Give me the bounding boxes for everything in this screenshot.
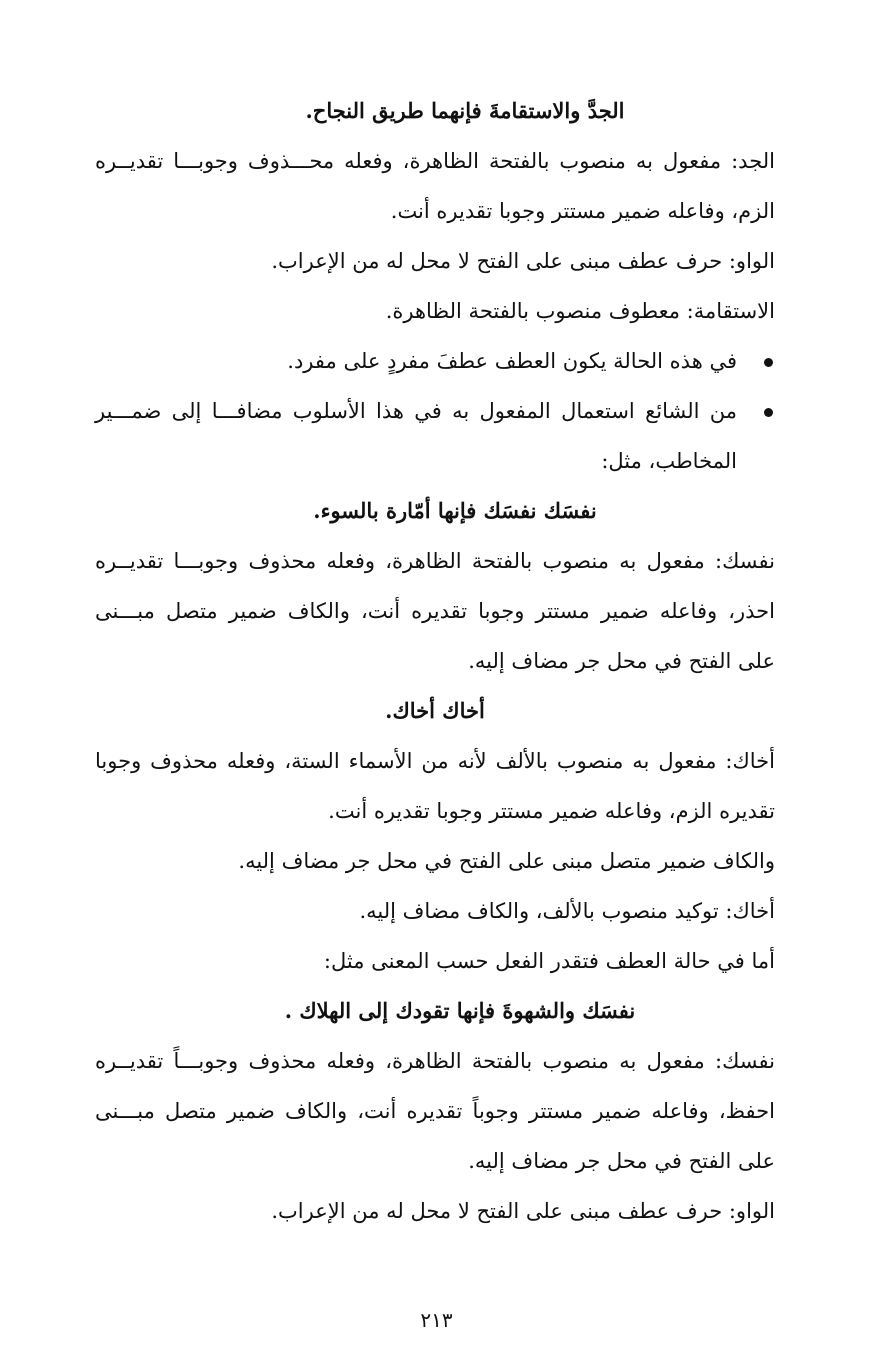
bullet-item [95, 336, 775, 386]
example-heading-3: أخاك أخاك. [385, 698, 485, 723]
text-line: على الفتح في محل جر مضاف إليه. [468, 1149, 775, 1173]
text-line: الزم، وفاعله ضمير مستتر وجوبا تقديره أنت. [390, 199, 775, 223]
text-line: والكاف ضمير متصل مبنى على الفتح في محل جر مضاف إليه. [238, 849, 775, 873]
bullet-item [95, 386, 775, 436]
text-line: نفسك: مفعول به منصوب بالفتحة الظاهرة، وفعله محذوف وجوبـــا تقديــره [95, 549, 775, 573]
text-line: احفظ، وفاعله ضمير مستتر وجوباً تقديره أنت، والكاف ضمير متصل مبـــنى [95, 1099, 775, 1123]
text-line: الواو: حرف عطف مبنى على الفتح لا محل له من الإعراب. [271, 249, 775, 273]
bullet-icon [764, 358, 773, 367]
bullet-text: من الشائع استعمال المفعول به في هذا الأسلوب مضافـــا إلى ضمـــير [95, 399, 737, 423]
text-line: أخاك: توكيد منصوب بالألف، والكاف مضاف إليه. [359, 899, 775, 923]
text-line: الجد: مفعول به منصوب بالفتحة الظاهرة، وفعله محـــذوف وجوبـــا تقديــره [95, 149, 775, 173]
text-line: نفسك: مفعول به منصوب بالفتحة الظاهرة، وفعله محذوف وجوبـــاً تقديــره [95, 1049, 775, 1073]
text-line: أخاك: مفعول به منصوب بالألف لأنه من الأسماء الستة، وفعله محذوف وجوبا [95, 749, 775, 773]
text-line: الاستقامة: معطوف منصوب بالفتحة الظاهرة. [385, 299, 775, 323]
text-line: الواو: حرف عطف مبنى على الفتح لا محل له من الإعراب. [271, 1199, 775, 1223]
example-heading-4: نفسَك والشهوةَ فإنها تقودك إلى الهلاك . [284, 998, 636, 1023]
text-line: تقديره الزم، وفاعله ضمير مستتر وجوبا تقديره أنت. [328, 799, 775, 823]
text-line: على الفتح في محل جر مضاف إليه. [468, 649, 775, 673]
page-number: ٢١٣ [420, 1308, 453, 1332]
bullet-text: في هذه الحالة يكون العطف عطفَ مفردٍ على مفرد. [287, 349, 737, 373]
bullet-icon [764, 408, 773, 417]
example-heading-2: نفسَك نفسَك فإنها أمّارة بالسوء. [313, 498, 597, 523]
text-line: أما في حالة العطف فتقدر الفعل حسب المعنى مثل: [323, 949, 775, 973]
text-line: المخاطب، مثل: [601, 449, 737, 473]
example-heading-1: الجدَّ والاستقامةَ فإنهما طريق النجاح. [305, 98, 625, 123]
page-body [95, 86, 775, 1236]
text-line: احذر، وفاعله ضمير مستتر وجوبا تقديره أنت، والكاف ضمير متصل مبـــنى [95, 599, 775, 623]
